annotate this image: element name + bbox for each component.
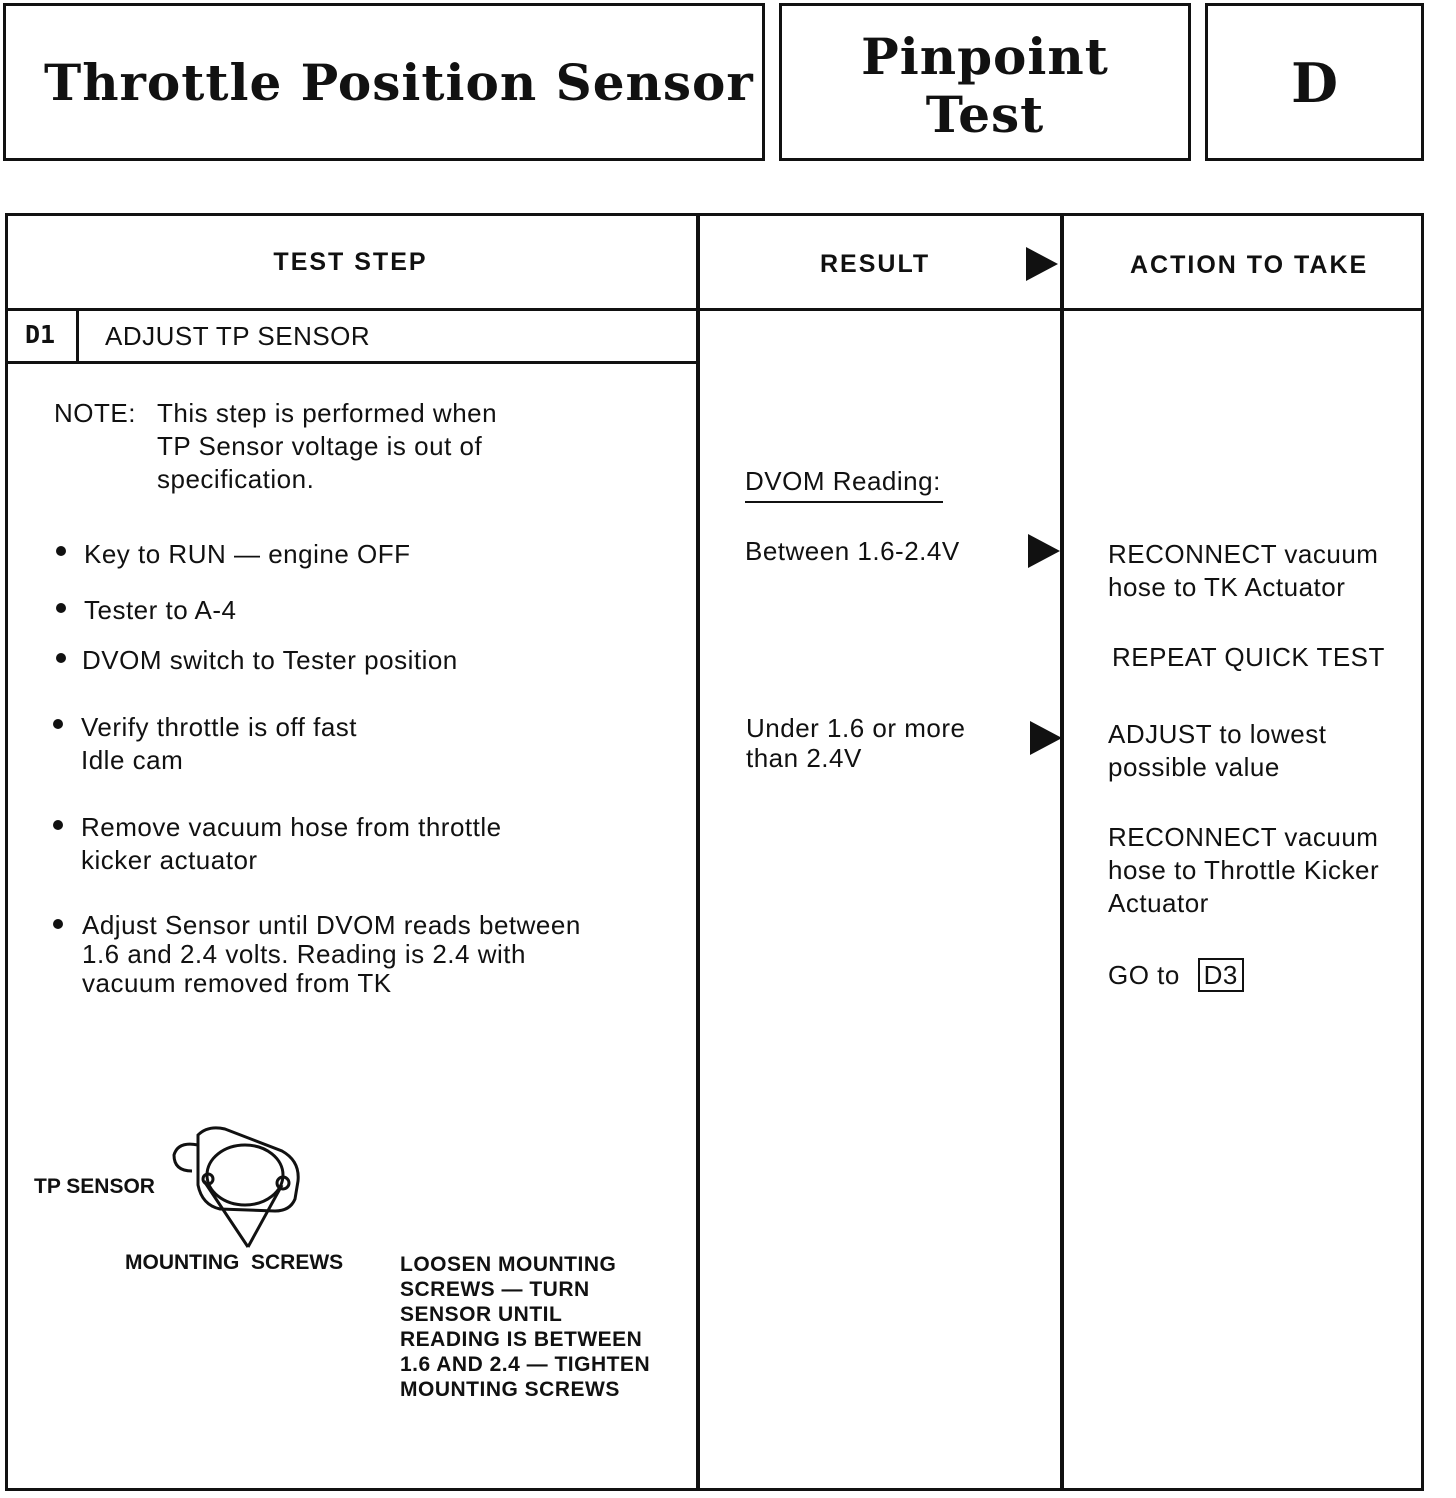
action-adjust-lowest	[1108, 718, 1326, 784]
result-in-range: Between 1.6-2.4V	[745, 536, 960, 566]
instruction-line: vacuum removed from TK	[82, 968, 392, 998]
result-arrow-icon	[1030, 721, 1062, 755]
action-line: hose to TK Actuator	[1108, 572, 1346, 602]
action-line: hose to Throttle Kicker	[1108, 855, 1380, 885]
action-line: RECONNECT vacuum	[1108, 822, 1379, 852]
result-line: Under 1.6 or more	[746, 713, 966, 743]
column-divider-2	[1060, 213, 1064, 1491]
title-box	[3, 3, 765, 161]
instruction-line: 1.6 and 2.4 volts. Reading is 2.4 with	[82, 939, 526, 969]
action-reconnect-kicker	[1108, 821, 1379, 920]
goto-step-reference[interactable]: D3	[1198, 958, 1244, 992]
instruction-line: Remove vacuum hose from throttle	[81, 812, 502, 842]
tp-sensor-label: TP SENSOR	[34, 1175, 155, 1198]
note-line: This step is performed when	[157, 398, 498, 428]
note-label: NOTE:	[54, 398, 136, 428]
result-arrow-icon	[1028, 534, 1060, 568]
step-instruction	[81, 811, 502, 877]
sensor-body	[207, 1145, 283, 1205]
dvom-heading-underline	[745, 501, 943, 503]
instruction-line: SENSOR UNTIL	[400, 1303, 563, 1326]
note-text	[157, 397, 497, 496]
bullet-icon	[56, 653, 66, 663]
tp-sensor-diagram	[150, 1115, 320, 1260]
instruction-line: 1.6 AND 2.4 — TIGHTEN	[400, 1353, 651, 1376]
pinpoint-box	[779, 3, 1191, 161]
bullet-icon	[53, 820, 63, 830]
bullet-icon	[53, 919, 63, 929]
bullet-icon	[56, 603, 66, 613]
instruction-line: Idle cam	[81, 745, 184, 775]
action-line: ADJUST to lowest	[1108, 719, 1327, 749]
header-arrow-icon	[1026, 247, 1058, 281]
action-reconnect-tk	[1108, 538, 1378, 604]
pinpoint-line-1: Pinpoint	[861, 27, 1109, 86]
result-line: than 2.4V	[746, 743, 862, 773]
instruction-line: SCREWS — TURN	[400, 1278, 590, 1301]
step-id: D1	[25, 320, 56, 349]
step-id-divider	[76, 308, 79, 363]
step-instruction: Key to RUN — engine OFF	[84, 539, 411, 569]
col-header-action: ACTION TO TAKE	[1130, 251, 1369, 279]
page-title: Throttle Position Sensor	[44, 53, 754, 112]
instruction-line: kicker actuator	[81, 845, 258, 875]
pinpoint-line-2: Test	[925, 85, 1045, 144]
diagram-instructions	[400, 1252, 650, 1402]
dvom-reading-heading: DVOM Reading:	[745, 466, 941, 496]
step-instruction: Tester to A-4	[84, 595, 237, 625]
sensor-connector	[174, 1144, 198, 1171]
bullet-icon	[53, 719, 63, 729]
test-letter: D	[1291, 51, 1338, 115]
action-line: Actuator	[1108, 888, 1209, 918]
note-line: specification.	[157, 464, 315, 494]
instruction-line: Adjust Sensor until DVOM reads between	[82, 910, 581, 940]
pointer-line-left	[204, 1181, 248, 1247]
action-line: RECONNECT vacuum	[1108, 539, 1379, 569]
result-out-of-range	[746, 713, 965, 773]
instruction-line: MOUNTING SCREWS	[400, 1378, 620, 1401]
instruction-line: READING IS BETWEEN	[400, 1328, 643, 1351]
step-instruction	[82, 911, 581, 998]
step-title-divider	[5, 361, 699, 364]
col-header-test-step: TEST STEP	[273, 248, 428, 276]
col-header-result: RESULT	[820, 250, 931, 278]
column-divider-1	[696, 213, 700, 1491]
letter-box	[1205, 3, 1424, 161]
bullet-icon	[56, 546, 66, 556]
goto-label: GO to	[1108, 960, 1180, 990]
step-title: ADJUST TP SENSOR	[105, 321, 371, 351]
action-line: possible value	[1108, 752, 1280, 782]
note-line: TP Sensor voltage is out of	[157, 431, 483, 461]
header-row-divider	[5, 308, 1424, 311]
step-instruction	[81, 711, 357, 777]
goto-action	[1108, 958, 1244, 992]
instruction-line: LOOSEN MOUNTING	[400, 1253, 617, 1276]
pinpoint-label	[782, 28, 1188, 144]
step-instruction: DVOM switch to Tester position	[82, 645, 458, 675]
mounting-screws-label: MOUNTING SCREWS	[125, 1251, 344, 1274]
action-repeat-quick-test: REPEAT QUICK TEST	[1112, 642, 1385, 672]
instruction-line: Verify throttle is off fast	[81, 712, 358, 742]
pointer-line-right	[248, 1185, 282, 1247]
